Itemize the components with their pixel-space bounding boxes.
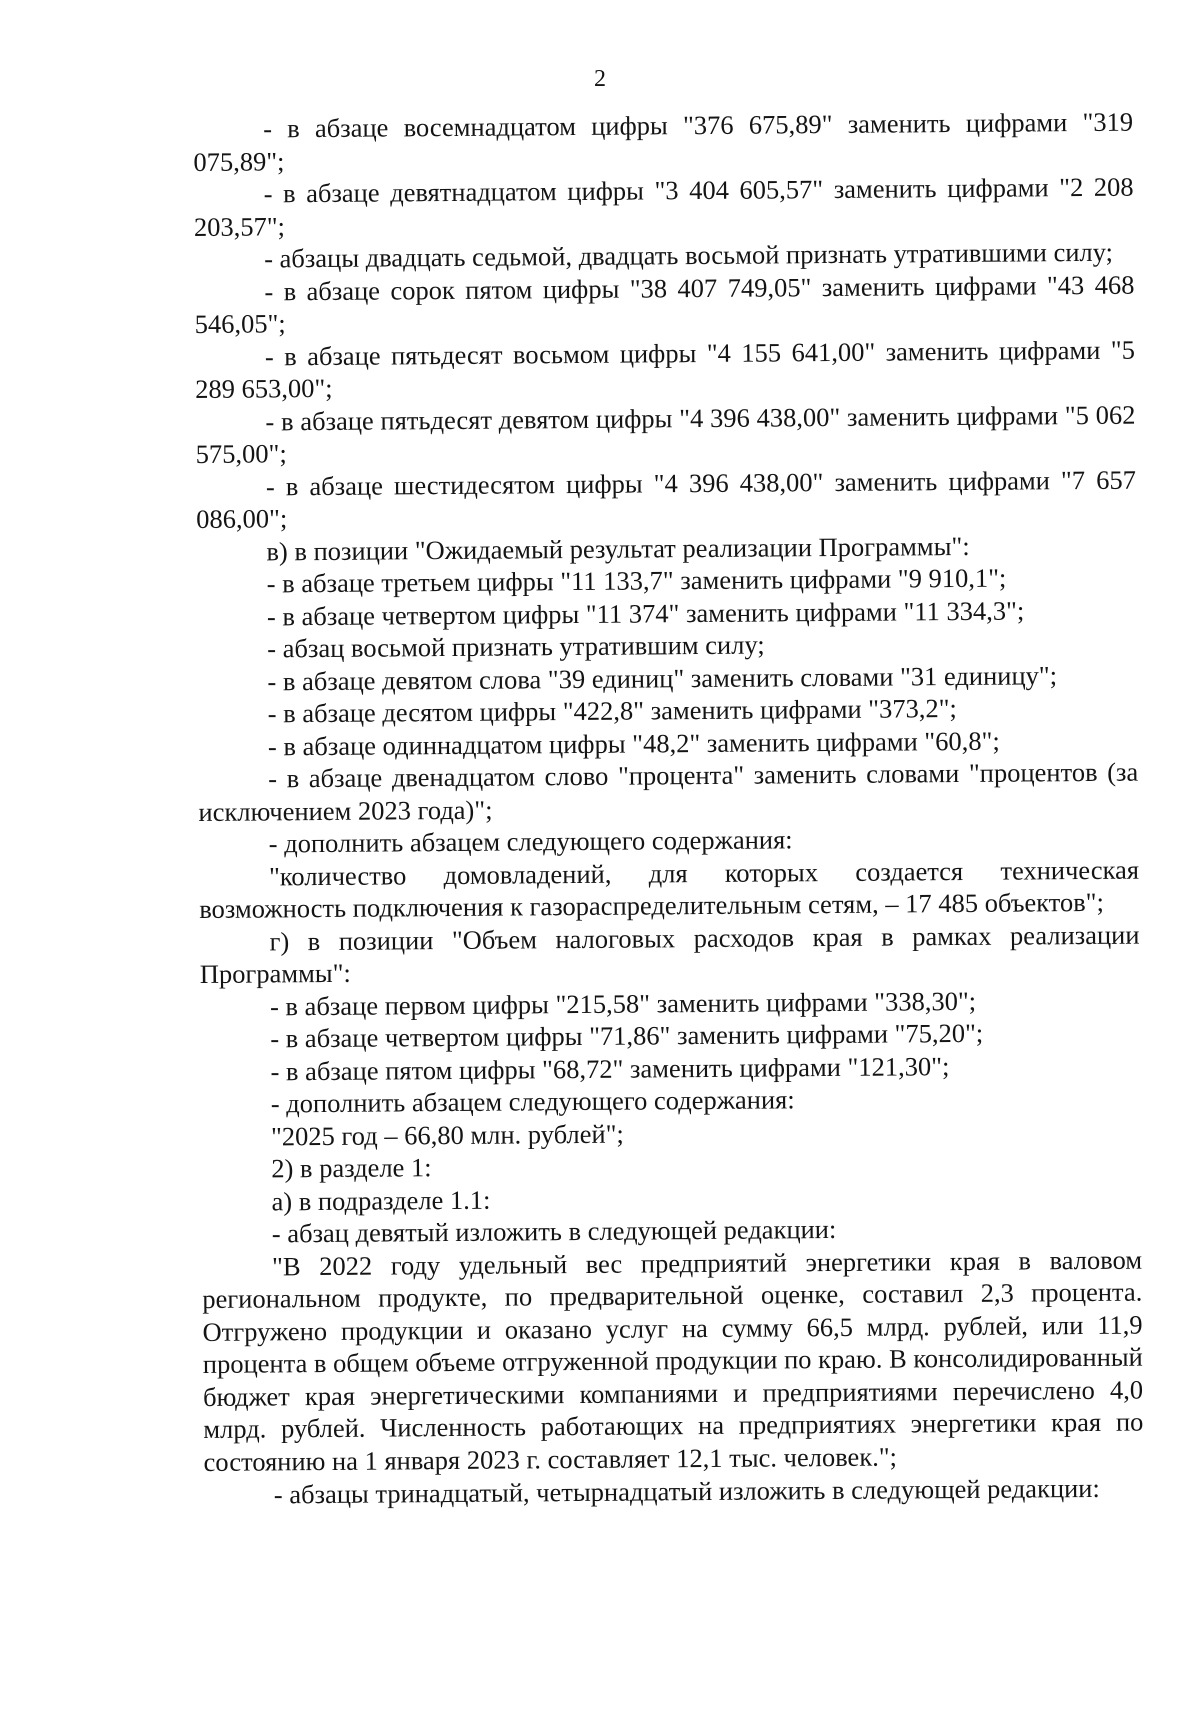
paragraph: "2025 год – 66,80 млн. рублей"; xyxy=(270,1118,624,1151)
paragraph: г) в позиции "Объем налоговых расходов края в рамках реализации Программы": xyxy=(199,919,1140,989)
paragraph: - в абзаце третьем цифры "11 133,7" заменить цифрами "9 910,1"; xyxy=(266,562,1007,599)
paragraph: - в абзаце девятом слова "39 единиц" заменить словами "31 единицу"; xyxy=(267,659,1058,696)
paragraph: "В 2022 году удельный вес предприятий энергетики края в валовом региональном продукте, по предварительной оценке, составил 2,3 процента. Отгружено продукции и оказано услуг на сумму 66,5 млрд. рублей, или 11,9 процента в общем объеме отгруженной продукции по краю. В консолидированный бюджет края энергетическими компаниями и предприятиями перечислено 4,0 млрд. рублей. Численность работающих на предприятиях энергетики края по состоянию на 1 января 2023 г. составляет 12,1 тыс. человек."; xyxy=(202,1244,1144,1478)
paragraph: - абзац девятый изложить в следующей редакции: xyxy=(271,1213,837,1249)
paragraph: "количество домовладений, для которых создается техническая возможность подключения к газораспределительным сетям, – 17 485 объектов"; xyxy=(199,854,1140,924)
paragraph: - в абзаце пятом цифры "68,72" заменить цифрами "121,30"; xyxy=(270,1050,950,1086)
paragraph: - в абзаце пятьдесят девятом цифры "4 396 438,00" заменить цифрами "5 062 575,00"; xyxy=(195,399,1136,469)
paragraph: - абзац восьмой признать утратившим силу; xyxy=(267,629,765,664)
paragraph: - дополнить абзацем следующего содержания: xyxy=(268,824,793,859)
paragraph: - в абзаце первом цифры "215,58" заменить цифрами "338,30"; xyxy=(269,985,977,1021)
page-number: 2 xyxy=(594,66,606,92)
document-body xyxy=(193,106,1144,1511)
paragraph: - в абзаце шестидесятом цифры "4 396 438,00" заменить цифрами "7 657 086,00"; xyxy=(196,464,1137,534)
paragraph: в) в позиции "Ожидаемый результат реализации Программы": xyxy=(266,530,970,566)
paragraph: 2) в разделе 1: xyxy=(271,1152,432,1184)
paragraph: - в абзаце пятьдесят восьмом цифры "4 155 641,00" заменить цифрами "5 289 653,00"; xyxy=(195,334,1136,404)
paragraph: - в абзаце десятом цифры "422,8" заменить цифрами "373,2"; xyxy=(267,693,957,729)
paragraph: - абзацы тринадцатый, четырнадцатый изложить в следующей редакции: xyxy=(273,1472,1100,1510)
paragraph: а) в подразделе 1.1: xyxy=(271,1184,491,1216)
paragraph: - в абзаце восемнадцатом цифры "376 675,89" заменить цифрами "319 075,89"; xyxy=(193,106,1134,177)
paragraph: - в абзаце сорок пятом цифры "38 407 749,05" заменить цифрами "43 468 546,05"; xyxy=(194,269,1135,339)
paragraph: - в абзаце одиннадцатом цифры "48,2" заменить цифрами "60,8"; xyxy=(267,725,1000,761)
paragraph: - в абзаце двенадцатом слово "процента" заменить словами "процентов (за исключением 2023 года)"; xyxy=(198,756,1139,827)
paragraph: - в абзаце четвертом цифры "71,86" заменить цифрами "75,20"; xyxy=(270,1017,984,1054)
paragraph: - в абзаце четвертом цифры "11 374" заменить цифрами "11 334,3"; xyxy=(266,594,1025,631)
paragraph: - абзацы двадцать седьмой, двадцать восьмой признать утратившими силу; xyxy=(264,236,1114,274)
paragraph: - дополнить абзацем следующего содержания: xyxy=(270,1084,795,1119)
paragraph: - в абзаце девятнадцатом цифры "3 404 605,57" заменить цифрами "2 208 203,57"; xyxy=(193,171,1134,242)
